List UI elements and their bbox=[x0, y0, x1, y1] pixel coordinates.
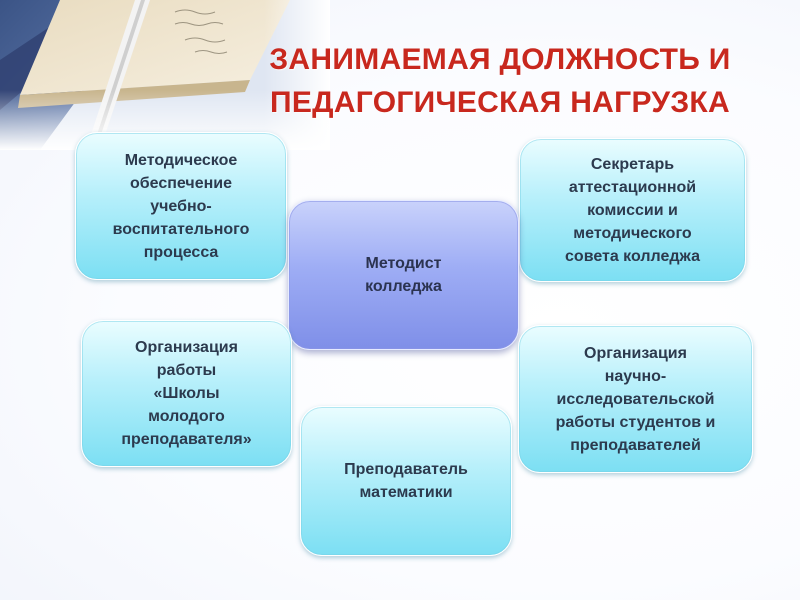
node-young-teacher-school bbox=[81, 320, 292, 467]
node-methodological-support-label: Методическое обеспечение учебно- воспитательного процесса bbox=[112, 151, 250, 261]
node-research-organization-label: Организация научно- исследовательской работы студентов и преподавателей bbox=[555, 344, 716, 454]
slide-title bbox=[215, 38, 785, 124]
node-methodological-support bbox=[75, 132, 287, 280]
slide-title-line-1: ЗАНИМАЕМАЯ ДОЛЖНОСТЬ И bbox=[269, 43, 731, 76]
node-research-organization bbox=[518, 325, 753, 473]
slide-title-line-2: ПЕДАГОГИЧЕСКАЯ НАГРУЗКА bbox=[269, 86, 731, 119]
node-college-methodologist bbox=[288, 200, 519, 350]
node-math-teacher-label: Преподаватель математики bbox=[344, 461, 468, 501]
node-commission-secretary-label: Секретарь аттестационной комиссии и методического совета колледжа bbox=[565, 155, 700, 265]
node-commission-secretary bbox=[519, 138, 746, 282]
node-young-teacher-school-label: Организация работы «Школы молодого преподавателя» bbox=[121, 339, 252, 448]
node-college-methodologist-label: Методист колледжа bbox=[365, 255, 442, 295]
node-math-teacher bbox=[300, 406, 512, 556]
